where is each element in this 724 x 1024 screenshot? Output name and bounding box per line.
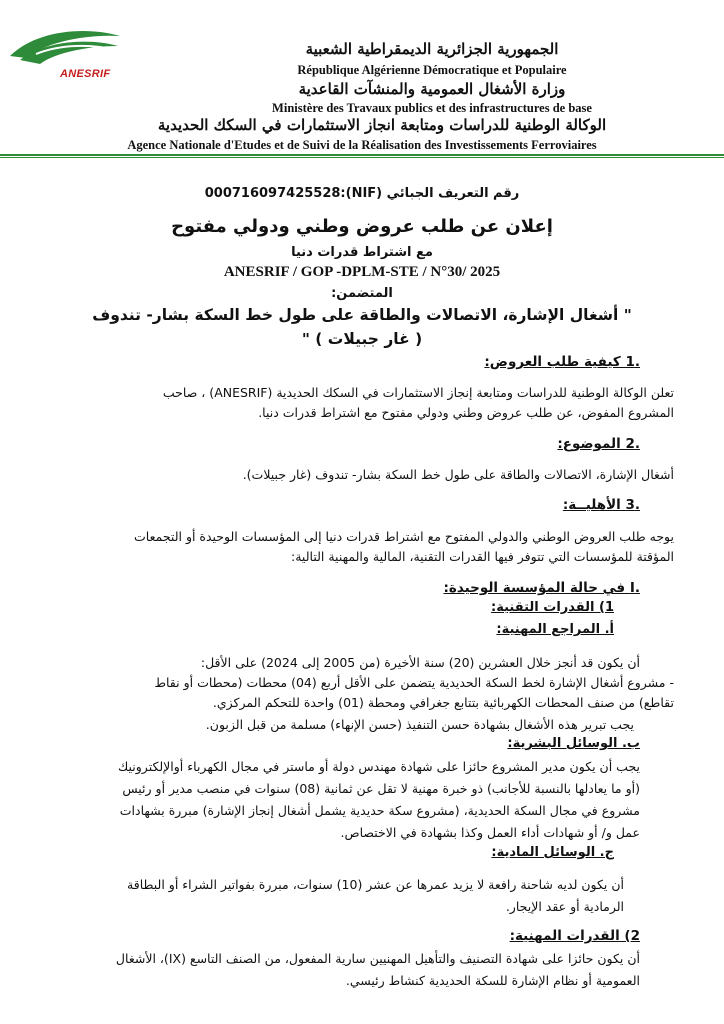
header-divider-thin	[0, 157, 724, 158]
notice-object-line2: ( غار جبيلات ) "	[301, 330, 423, 348]
subsection-I-title: .I في حالة المؤسسة الوحيدة:	[443, 580, 640, 596]
section-3-title: .3 الأهليــة:	[562, 497, 640, 513]
human-resources-text-4: عمل و/ أو شهادات أداء العمل وكذا بشهادة في الاختصاص.	[340, 825, 640, 840]
professional-references-title: أ. المراجع المهنية:	[496, 622, 614, 637]
references-text-4: يجب تبرير هذه الأشغال بشهادة حسن التنفيذ (حسن الإنهاء) مسلمة من قبل الزبون.	[205, 717, 634, 732]
professional-capacities-title: 2) القدرات المهنية:	[509, 928, 640, 944]
references-text-2: - مشروع أشغال الإشارة لخط السكة الحديدية يتضمن على الأقل أربع (04) محطات (محطات أو نقاط	[154, 675, 674, 690]
references-text-3: تقاطع) من صنف المحطات الكهربائية بتتابع جغرافي ومحطة (01) واحدة للتحكم المركزي.	[212, 695, 674, 710]
notice-object-line1: " أشغال الإشارة، الاتصالات والطاقة على طول خط السكة بشار- تندوف	[92, 306, 632, 324]
professional-capacities-text-2: العمومية أو نظام الإشارة للسكة الحديدية كنشاط رئيسي.	[345, 973, 640, 988]
section-3-text-2: المؤقتة للمؤسسات التي تتوفر فيها القدرات التقنية، المالية والمهنية التالية:	[291, 549, 674, 564]
section-1-text-2: المشروع المفوض، عن طلب عروض وطني ودولي مفتوح مع اشتراط قدرات دنيا.	[258, 405, 674, 420]
human-resources-text-2: (أو ما يعادلها بالنسبة للأجانب) ذو خبرة مهنية لا تقل عن ثمانية (08) سنوات في منصب مدير أو رئيس	[122, 781, 640, 796]
header-ar-line1: الجمهورية الجزائرية الديمقراطية الشعبية	[305, 40, 559, 58]
logo-swoosh-icon	[6, 24, 124, 74]
notice-reference: ANESRIF / GOP -DPLM-STE / N°30/ 2025	[223, 264, 501, 280]
material-resources-text-1: أن يكون لديه شاحنة رافعة لا يزيد عمرها عن عشر (10) سنوات، مبررة بفواتير الشراء أو البطاقة	[127, 877, 624, 892]
section-1-title: .1 كيفية طلب العروض:	[484, 354, 640, 370]
header-divider	[0, 154, 724, 156]
section-2-text: أشغال الإشارة، الاتصالات والطاقة على طول خط السكة بشار- تندوف (غار جبيلات).	[242, 467, 674, 482]
logo-text: ANESRIF	[60, 68, 111, 80]
human-resources-text-1: يجب أن يكون مدير المشروع حائزا على شهادة مهندس دولة أو ماستر في مجال الكهرباء أوالإلكترونيك	[117, 759, 640, 774]
header-fr-line1: République Algérienne Démocratique et Populaire	[297, 63, 567, 77]
human-resources-text-3: مشروع في مجال السكة الحديدية، (مشروع سكة حديدية يشمل أشغال إنجاز الإشارة) مبررة بشهادات	[119, 803, 640, 818]
notice-subtitle: مع اشتراط قدرات دنيا	[291, 245, 433, 260]
material-resources-title: ج. الوسائل المادية:	[491, 845, 614, 860]
human-resources-title: ب. الوسائل البشرية:	[507, 736, 640, 751]
notice-title: إعلان عن طلب عروض وطني ودولي مفتوح	[171, 216, 553, 237]
material-resources-text-2: الرمادية أو عقد الإيجار.	[505, 899, 624, 914]
notice-comprising: المتضمن:	[331, 286, 393, 301]
header-ar-line3: الوكالة الوطنية للدراسات ومتابعة انجاز الاستثمارات في السكك الحديدية	[157, 116, 607, 134]
header-fr-line2: Ministère des Travaux publics et des infrastructures de base	[272, 101, 592, 115]
section-1-text-1: تعلن الوكالة الوطنية للدراسات ومتابعة إنجاز الاستثمارات في السكك الحديدية (ANESRIF) ، صاحب	[162, 385, 674, 400]
section-2-title: .2 الموضوع:	[557, 436, 640, 452]
references-text-1: أن يكون قد أنجز خلال العشرين (20) سنة الأخيرة (من 2005 إلى 2024) على الأقل:	[200, 655, 640, 670]
header-ar-line2: وزارة الأشغال العمومية والمنشآت القاعدية	[298, 80, 566, 98]
technical-capacities-title: 1) القدرات التقنية:	[491, 600, 614, 615]
section-3-text-1: يوجه طلب العروض الوطني والدولي المفتوح مع اشتراط قدرات دنيا إلى المؤسسات الوحيدة أو التجمعات	[134, 529, 674, 544]
professional-capacities-text-1: أن يكون حائزا على شهادة التصنيف والتأهيل المهنيين سارية المفعول، من الصنف التاسع (IX)، الأشغال	[115, 951, 640, 966]
nif-line: رقم التعريف الجبائي (NIF):000716097425528	[204, 186, 520, 201]
header-fr-line3: Agence Nationale d'Etudes et de Suivi de la Réalisation des Investissements Ferroviaires	[127, 138, 597, 152]
